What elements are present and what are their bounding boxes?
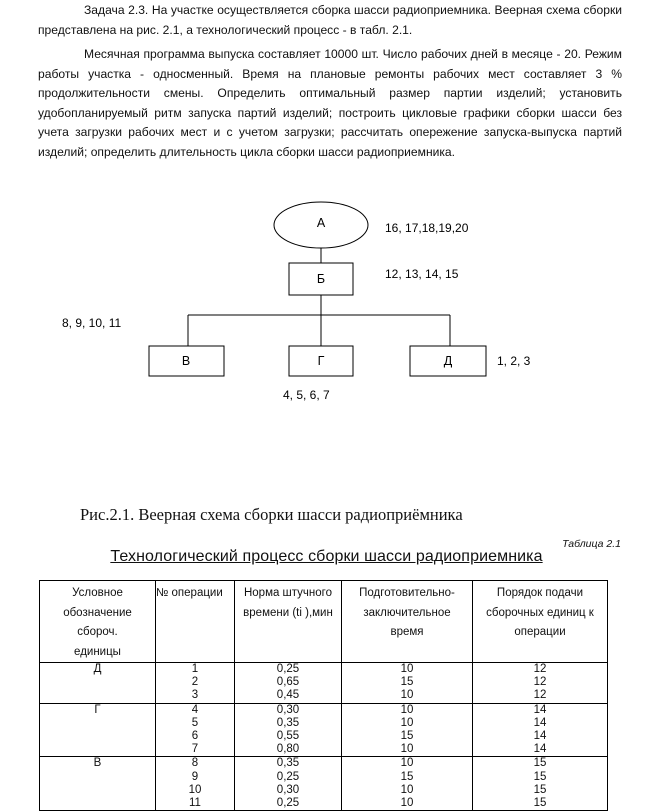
process-table — [39, 580, 608, 811]
table-body — [40, 663, 608, 811]
cell-value: 0,35 — [276, 716, 300, 729]
table-row — [40, 663, 608, 704]
unit-value: В — [93, 757, 102, 770]
table-cell-norm — [235, 703, 342, 757]
task-paragraph-1: Задача 2.3. На участке осуществляется сборка шасси радиоприемника. Веерная схема сборки представлена на рис. 2.1, а технологический процесс - в табл. 2.1. — [38, 3, 622, 37]
table-cell-unit — [40, 703, 156, 757]
cell-value: 7 — [191, 743, 199, 756]
cell-value: 12 — [533, 676, 547, 689]
unit-value: Д — [93, 663, 102, 675]
table-cell-order — [473, 663, 608, 704]
task-paragraph-2: Месячная программа выпуска составляет 10000 шт. Число рабочих дней в месяце - 20. Режим работы участка - односменный. Время на плановые ремонты рабочих мест составляет 3 % продолжительности смены. Определить оптимальный размер партии изделий; установить удобопланируемый ритм запуска партий изделий; построить цикловые графики сборки шасси без учета загрузки рабочих мест и с учетом загрузки; рассчитать опережение запуска-выпуска партий изделий; определить длительность цикла сборки шасси радиоприемника. — [38, 47, 622, 159]
cell-value: 10 — [400, 757, 414, 770]
cell-value: 6 — [191, 729, 199, 742]
header-order: Порядок подачи сборочных единиц к операции — [473, 581, 608, 663]
table-cell-ops — [156, 663, 235, 704]
table-cell-unit — [40, 757, 156, 811]
cell-value: 0,45 — [276, 689, 300, 702]
cell-value: 10 — [400, 703, 414, 716]
cell-value: 15 — [533, 796, 547, 809]
cell-value: 14 — [533, 703, 547, 716]
cell-value: 2 — [191, 676, 199, 689]
table-row — [40, 703, 608, 757]
cell-value: 15 — [400, 770, 414, 783]
node-b-label: Б — [316, 272, 326, 286]
table-cell-norm — [235, 663, 342, 704]
cell-value: 0,80 — [276, 743, 300, 756]
table-cell-order — [473, 757, 608, 811]
cell-value: 10 — [400, 716, 414, 729]
table-cell-prep — [342, 663, 473, 704]
table-row — [40, 757, 608, 811]
cell-value: 0,65 — [276, 676, 300, 689]
header-unit: Условное обозначение сбороч. единицы — [40, 581, 156, 663]
cell-value: 0,25 — [276, 796, 300, 809]
cell-value: 0,30 — [276, 783, 300, 796]
cell-value: 8 — [191, 757, 199, 770]
cell-value: 10 — [400, 796, 414, 809]
table-cell-unit — [40, 663, 156, 704]
node-a-label: А — [316, 216, 326, 230]
figure-caption: Рис.2.1. Веерная схема сборки шасси радиоприёмника — [80, 505, 463, 524]
cell-value: 15 — [533, 783, 547, 796]
ops-b-label: 12, 13, 14, 15 — [385, 267, 459, 281]
cell-value: 9 — [191, 770, 199, 783]
header-prep-time: Подготовительно-заключительное время — [342, 581, 473, 663]
cell-value: 12 — [533, 689, 547, 702]
cell-value: 0,25 — [276, 663, 300, 675]
table-cell-ops — [156, 703, 235, 757]
cell-value: 10 — [188, 783, 202, 796]
header-norm-time: Норма штучного времени (ti ),мин — [235, 581, 342, 663]
cell-value: 15 — [533, 770, 547, 783]
cell-value: 10 — [400, 663, 414, 675]
header-op-number: № операции — [156, 581, 235, 663]
cell-value: 15 — [400, 676, 414, 689]
table-cell-prep — [342, 757, 473, 811]
cell-value: 1 — [191, 663, 199, 675]
cell-value: 3 — [191, 689, 199, 702]
node-d-label: Д — [443, 354, 453, 368]
table-cell-order — [473, 703, 608, 757]
table-cell-norm — [235, 757, 342, 811]
cell-value: 10 — [400, 783, 414, 796]
cell-value: 14 — [533, 716, 547, 729]
cell-value: 5 — [191, 716, 199, 729]
node-g-label: Г — [317, 354, 325, 368]
unit-value: Г — [94, 703, 101, 716]
cell-value: 14 — [533, 729, 547, 742]
cell-value: 15 — [533, 757, 547, 770]
cell-value: 0,30 — [276, 703, 300, 716]
cell-value: 0,35 — [276, 757, 300, 770]
cell-value: 4 — [191, 703, 199, 716]
node-v-label: В — [181, 354, 191, 368]
cell-value: 10 — [400, 689, 414, 702]
cell-value: 11 — [189, 796, 201, 809]
ops-a-label: 16, 17,18,19,20 — [385, 221, 469, 235]
table-number: Таблица 2.1 — [562, 538, 621, 550]
cell-value: 14 — [533, 743, 547, 756]
table-cell-prep — [342, 703, 473, 757]
ops-d-label: 1, 2, 3 — [497, 354, 531, 368]
table-title: Технологический процесс сборки шасси радиоприемника — [110, 548, 543, 565]
ops-g-label: 4, 5, 6, 7 — [283, 388, 330, 402]
cell-value: 0,55 — [276, 729, 300, 742]
ops-v-label: 8, 9, 10, 11 — [62, 316, 122, 330]
cell-value: 0,25 — [276, 770, 300, 783]
cell-value: 12 — [533, 663, 547, 675]
cell-value: 10 — [400, 743, 414, 756]
cell-value: 15 — [400, 729, 414, 742]
table-cell-ops — [156, 757, 235, 811]
